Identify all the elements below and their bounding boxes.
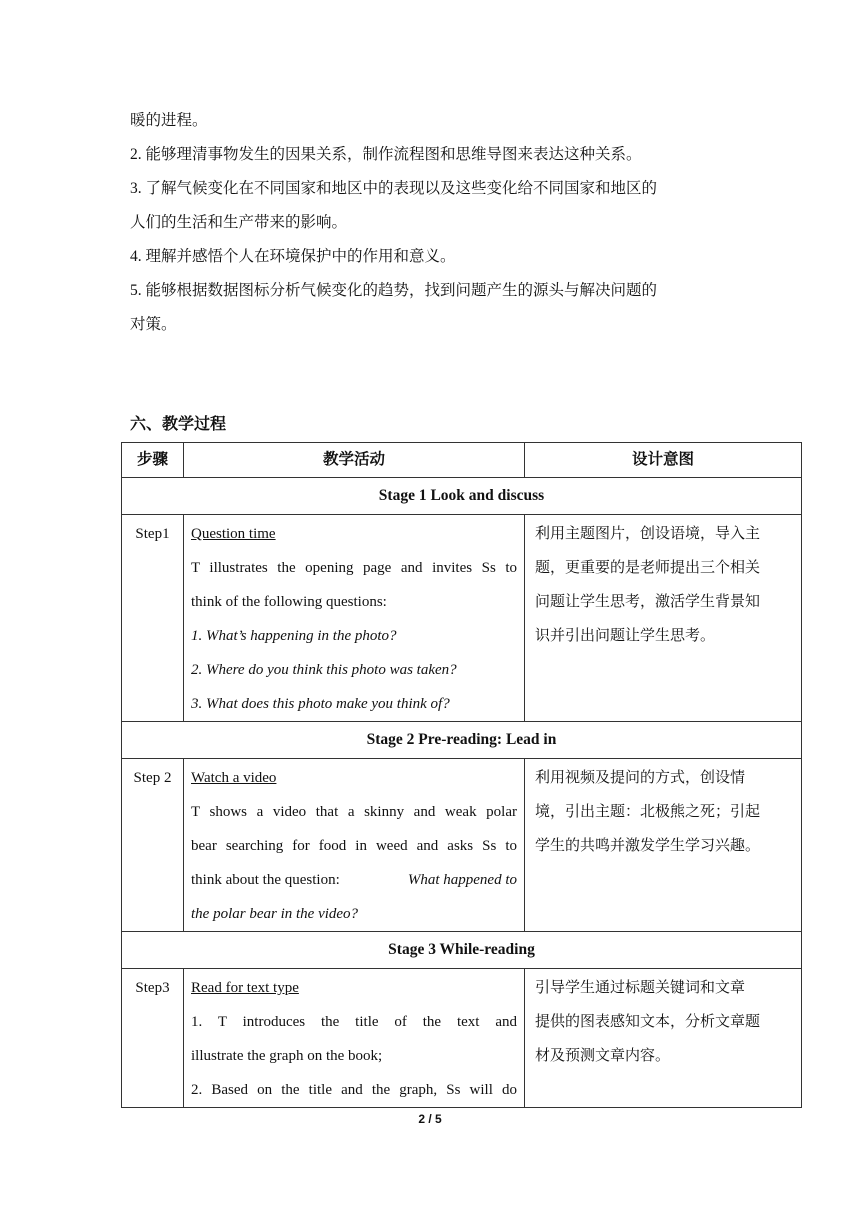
table-row: [122, 969, 802, 1108]
question-line: 2. Where do you think this photo was taken?: [191, 662, 457, 678]
activity-line: 1. T introduces the title of the text and: [191, 1014, 517, 1030]
activity-line: illustrate the graph on the book;: [191, 1048, 383, 1064]
section-heading: 六、教学过程: [130, 416, 227, 433]
activity-line: T shows a video that a skinny and weak polar: [191, 804, 517, 820]
step-label: [122, 969, 184, 1108]
intent-line: 材及预测文章内容。: [535, 1048, 671, 1064]
table-header-row: [122, 443, 802, 478]
step-label: [122, 759, 184, 932]
activity-line: think of the following questions:: [191, 594, 387, 610]
intent-line: 利用视频及提问的方式，创设情: [535, 770, 746, 786]
paragraph-line: 3. 了解气候变化在不同国家和地区中的表现以及这些变化给不同国家和地区的: [130, 180, 658, 197]
question-line: the polar bear in the video?: [191, 906, 359, 922]
activity-cell: [184, 759, 525, 932]
question-line: 3. What does this photo make you think of?: [191, 696, 450, 712]
table-row: [122, 515, 802, 722]
activity-title: Question time: [191, 526, 276, 542]
paragraph-line: 2. 能够理清事物发生的因果关系，制作流程图和思维导图来表达这种关系。: [130, 146, 642, 163]
activity-line: 2. Based on the title and the graph, Ss will do: [191, 1082, 517, 1098]
header-intent: 设计意图: [525, 443, 802, 478]
intent-line: 识并引出问题让学生思考。: [535, 628, 716, 644]
step-label: [122, 515, 184, 722]
header-step: 步骤: [122, 443, 184, 478]
intent-line: 学生的共鸣并激发学生学习兴趣。: [535, 838, 761, 854]
intent-line: 问题让学生思考，激活学生背景知: [535, 594, 761, 610]
stage-3-title: Stage 3 While-reading: [122, 932, 802, 969]
stage-1-title: Stage 1 Look and discuss: [122, 478, 802, 515]
objective-1-continuation: [130, 104, 740, 138]
activity-cell: [184, 515, 525, 722]
header-activity: 教学活动: [184, 443, 525, 478]
intent-line: 利用主题图片，创设语境，导入主: [535, 526, 761, 542]
step-1-label: Step1: [135, 526, 170, 542]
intent-cell: [525, 969, 802, 1108]
objective-4: [130, 240, 740, 274]
paragraph-line: 5. 能够根据数据图标分析气候变化的趋势，找到问题产生的源头与解决问题的: [130, 282, 658, 299]
paragraph-line: 对策。: [130, 316, 177, 333]
teaching-process-table: [121, 442, 802, 1108]
intent-cell: [525, 515, 802, 722]
activity-cell: [184, 969, 525, 1108]
paragraph-line: 人们的生活和生产带来的影响。: [130, 214, 348, 231]
stage-row: [122, 932, 802, 969]
paragraph-line: 4. 理解并感悟个人在环境保护中的作用和意义。: [130, 248, 456, 265]
question-line: 1. What’s happening in the photo?: [191, 628, 397, 644]
activity-title: Read for text type: [191, 980, 299, 996]
step-3-label: Step3: [135, 980, 170, 996]
paragraph-line: 暖的进程。: [130, 112, 208, 129]
objective-2: [130, 138, 740, 172]
table-row: [122, 759, 802, 932]
step-2-label: Step 2: [133, 770, 172, 786]
intent-cell: [525, 759, 802, 932]
intent-line: 题，更重要的是老师提出三个相关: [535, 560, 761, 576]
stage-row: [122, 722, 802, 759]
activity-title: Watch a video: [191, 770, 277, 786]
intent-line: 境，引出主题：北极熊之死；引起: [535, 804, 761, 820]
objective-3: [130, 172, 740, 240]
page-number: 2 / 5: [418, 1112, 442, 1126]
intent-line: 提供的图表感知文本，分析文章题: [535, 1014, 761, 1030]
activity-line-text: think about the question:: [191, 872, 340, 888]
activity-line: [191, 863, 517, 897]
objective-5: [130, 274, 740, 342]
activity-line: T illustrates the opening page and invites Ss to: [191, 560, 517, 576]
stage-row: [122, 478, 802, 515]
question-text: What happened to: [407, 872, 517, 888]
activity-line: bear searching for food in weed and asks Ss to: [191, 838, 517, 854]
stage-2-title: Stage 2 Pre-reading: Lead in: [122, 722, 802, 759]
intent-line: 引导学生通过标题关键词和文章: [535, 980, 746, 996]
